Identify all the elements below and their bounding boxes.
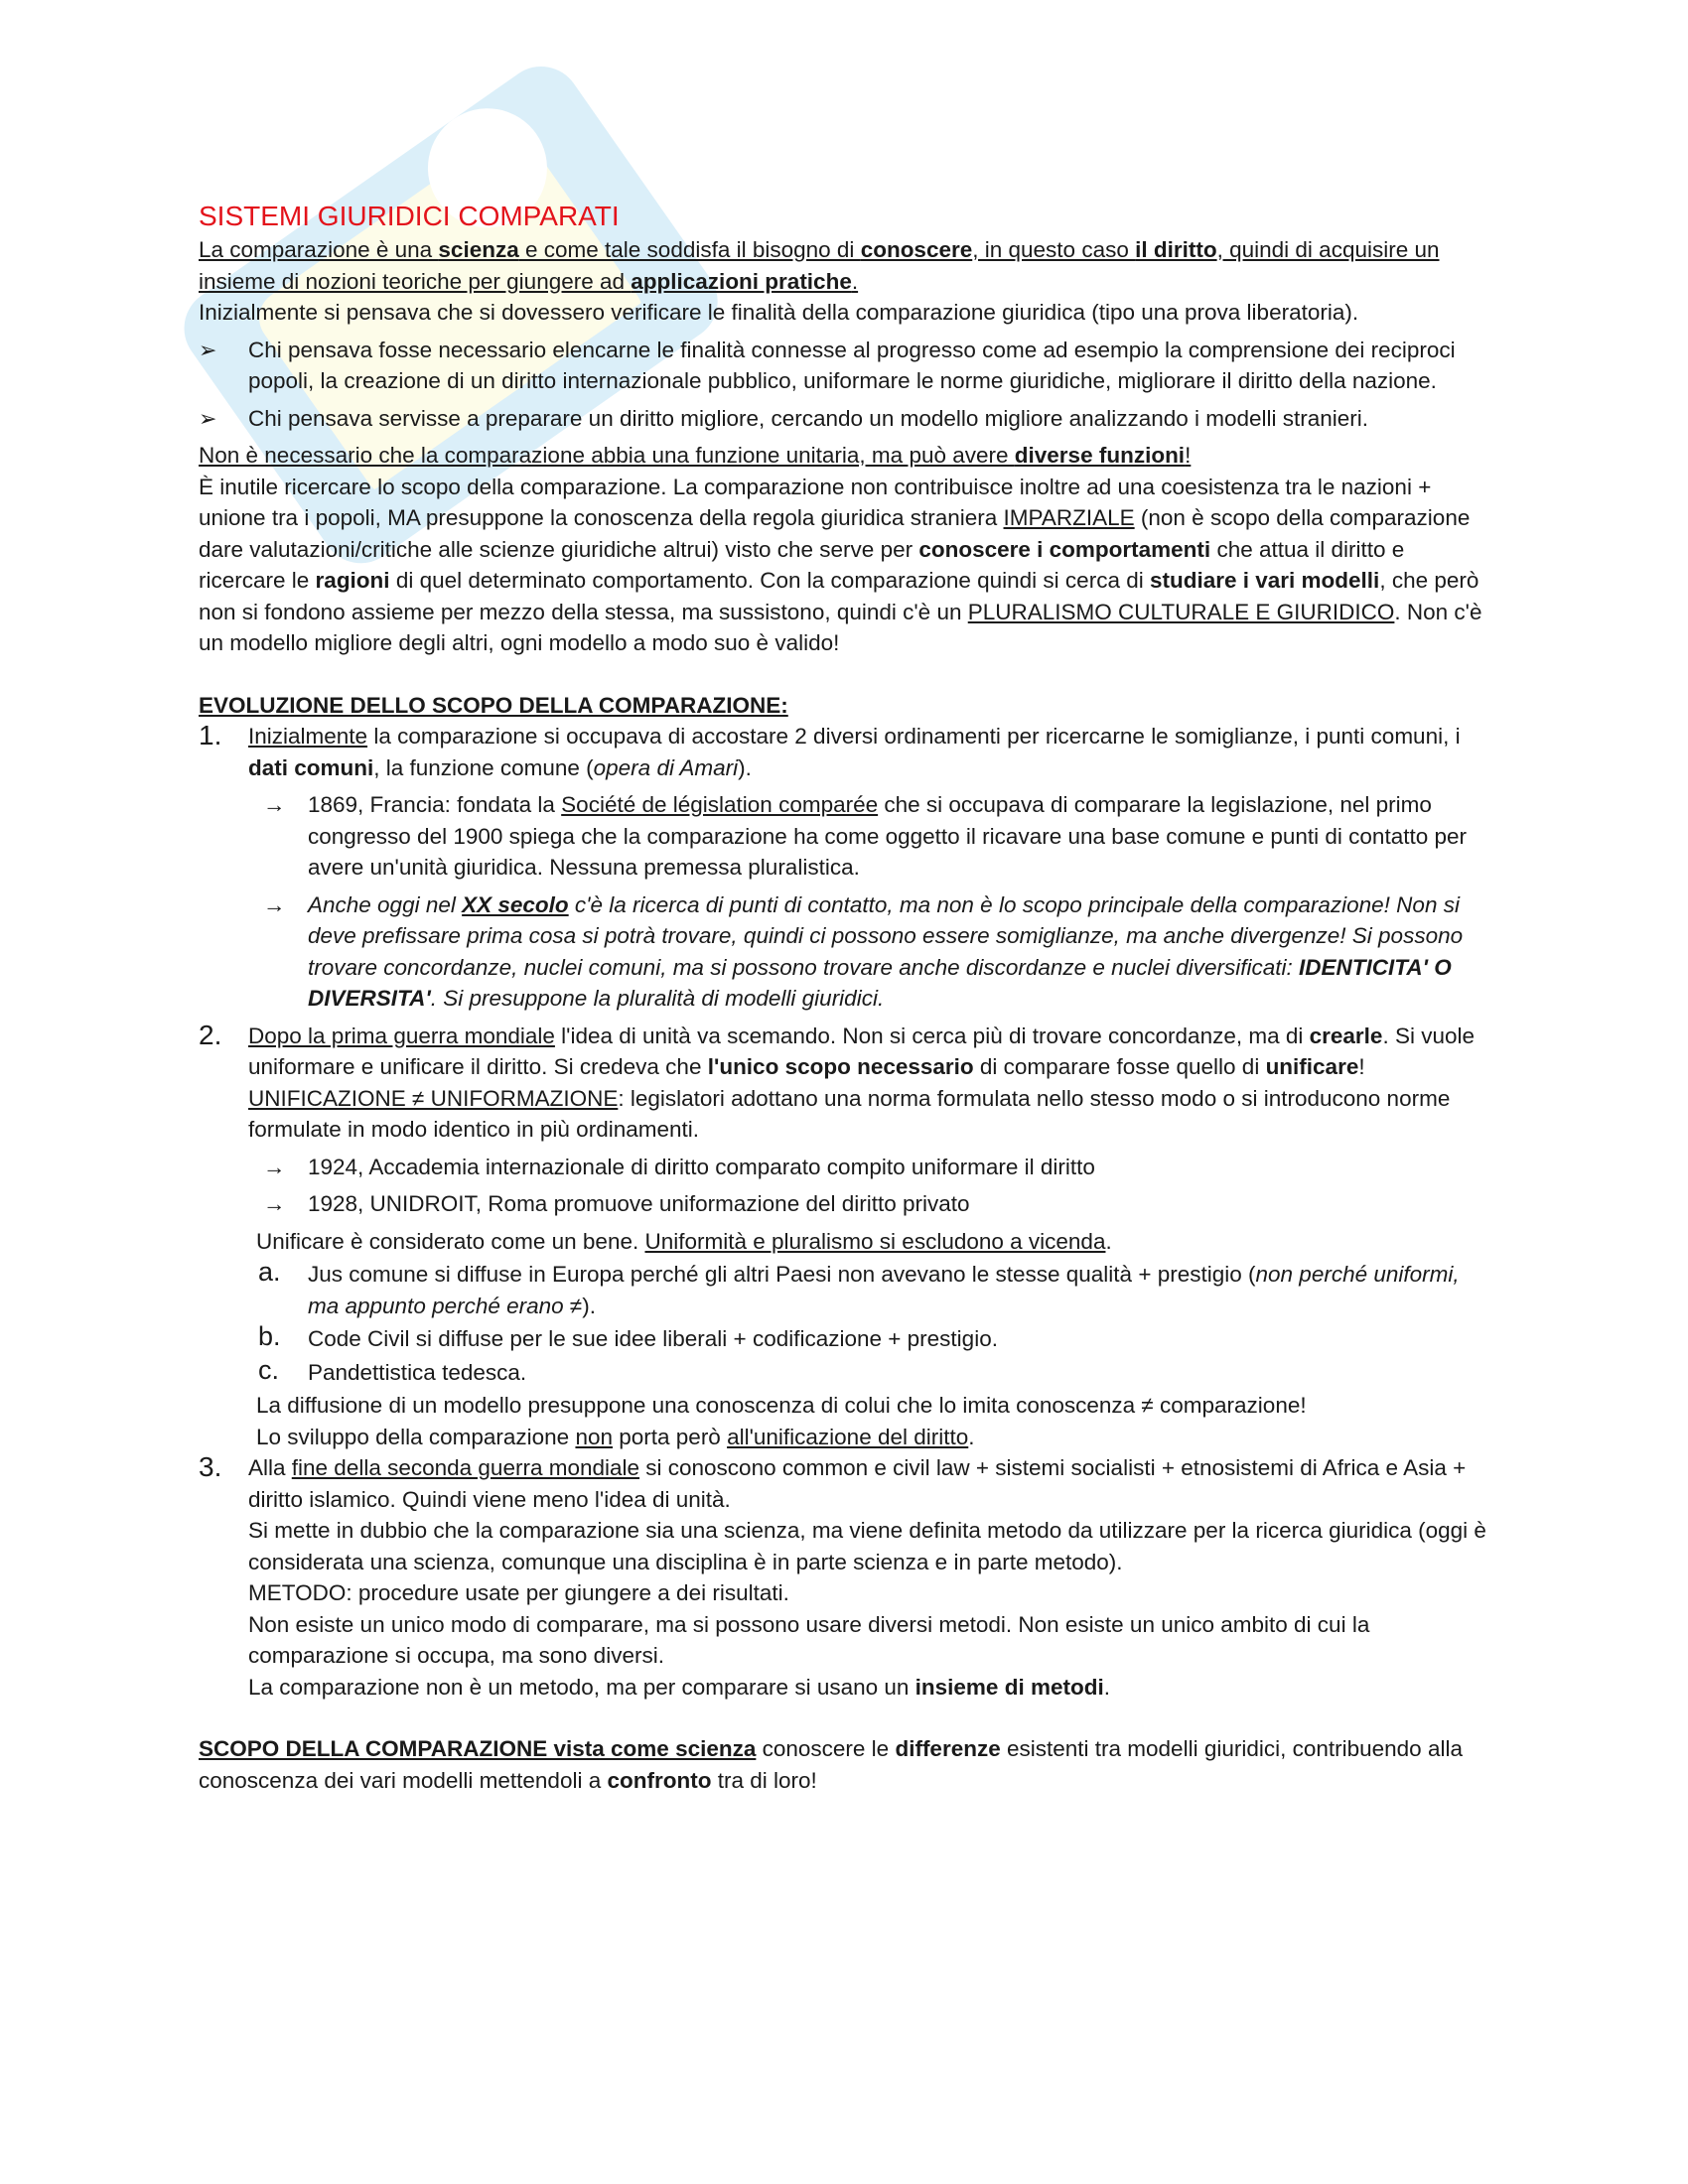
intro-paragraph: La comparazione è una scienza e come tale soddisfa il bisogno di conoscere, in questo caso il diritto, quindi di acquisire un insieme di nozioni teoriche per giungere ad applicazioni pratiche.: [199, 237, 1440, 294]
list-item: b. Code Civil si diffuse per le sue idee liberali + codificazione + prestigio.: [258, 1321, 998, 1351]
section-heading: EVOLUZIONE DELLO SCOPO DELLA COMPARAZIONE:: [199, 692, 788, 718]
list-item: 3. Alla fine della seconda guerra mondiale si conoscono common e civil law + sistemi socialisti + etnosistemi di Africa e Asia + diritto islamico. Quindi viene meno l'idea di unità. Si mette in dubbio che la comparazione sia una scienza, ma viene definita metodo da utilizzare per la ricerca giuridica (oggi è considerata una scienza, comunque una disciplina è in parte scienza e in parte metodo). METODO: procedure usate per giungere a dei risultati. Non esiste un unico modo di comparare, ma si possono usare diversi metodi. Non esiste un unico ambito di cui la comparazione si occupa, ma sono diversi. La comparazione non è un metodo, ma per comparare si usano un insieme di metodi.: [199, 1451, 1486, 1700]
unification-note: Unificare è considerato come un bene. Uniformità e pluralismo si escludono a vicenda.: [256, 1228, 1112, 1254]
list-item: → 1924, Accademia internazionale di diritto comparato compito uniformare il diritto: [199, 1152, 1489, 1183]
intro-paragraph-2: Inizialmente si pensava che si dovessero verificare le finalità della comparazione giuridica (tipo una prova liberatoria).: [199, 300, 1359, 325]
development-note: Lo sviluppo della comparazione non porta però all'unificazione del diritto.: [256, 1424, 975, 1449]
purpose-paragraph: È inutile ricercare lo scopo della comparazione. La comparazione non contribuisce inoltre ad una coesistenza tra le nazioni + unione tra i popoli, MA presuppone la conoscenza della regola giuridica straniera IMPARZIALE (non è scopo della comparazione dare valutazioni/critiche alle scienze giuridiche altrui) visto che serve per conoscere i comportamenti che attua il diritto e ricercare le ragioni di quel determinato comportamento. Con la comparazione quindi si cerca di studiare i vari modelli, che però non si fondono assieme per mezzo della stessa, ma sussistono, quindi c'è un PLURALISMO CULTURALE E GIURIDICO. Non c'è un modello migliore degli altri, ogni modello a modo suo è valido!: [199, 474, 1482, 655]
bullet-arrow-icon: ➢: [199, 405, 217, 431]
scope-paragraph: SCOPO DELLA COMPARAZIONE vista come scienza conoscere le differenze esistenti tra modelli giuridici, contribuendo alla conoscenza dei vari modelli mettendoli a confronto tra di loro!: [199, 1736, 1463, 1793]
list-item: ➢ Chi pensava servisse a preparare un diritto migliore, cercando un modello migliore analizzando i modelli stranieri.: [199, 403, 1489, 435]
arrow-right-icon: →: [263, 1154, 286, 1179]
arrow-right-icon: →: [263, 792, 286, 817]
list-item: c. Pandettistica tedesca.: [258, 1354, 527, 1385]
list-item: → 1869, Francia: fondata la Société de législation comparée che si occupava di comparare la legislazione, nel primo congresso del 1900 spiega che la comparazione ha come oggetto il ricavare una base comune e punti di contatto per avere un'unità giuridica. Nessuna premessa pluralistica.: [199, 789, 1489, 884]
functions-paragraph: Non è necessario che la comparazione abbia una funzione unitaria, ma può avere diverse funzioni!: [199, 443, 1192, 468]
list-item: → Anche oggi nel XX secolo c'è la ricerca di punti di contatto, ma non è lo scopo principale della comparazione! Non si deve prefissare prima cosa si potrà trovare, quindi ci possono essere somiglianze, ma anche divergenze! Si possono trovare concordanze, nuclei comuni, ma si possono trovare anche discordanze e nuclei diversificati: IDENTICITA' O DIVERSITA'. Si presuppone la pluralità di modelli giuridici.: [199, 889, 1489, 1015]
list-item: 1. Inizialmente la comparazione si occupava di accostare 2 diversi ordinamenti per ricercarne le somiglianze, i punti comuni, i dati comuni, la funzione comune (opera di Amari).: [199, 720, 1461, 780]
document-page: [199, 199, 1489, 1796]
list-item: a. Jus comune si diffuse in Europa perché gli altri Paesi non avevano le stesse qualità + prestigio (non perché uniformi, ma appunto perché erano ≠).: [258, 1257, 1460, 1318]
bullet-arrow-icon: ➢: [199, 337, 217, 362]
list-item: ➢ Chi pensava fosse necessario elencarne le finalità connesse al progresso come ad esempio la comprensione dei reciproci popoli, la creazione di un diritto internazionale pubblico, uniformare le norme giuridiche, migliorare il diritto della nazione.: [199, 335, 1489, 397]
list-item: 2. Dopo la prima guerra mondiale l'idea di unità va scemando. Non si cerca più di trovare concordanze, ma di crearle. Si vuole uniformare e unificare il diritto. Si credeva che l'unico scopo necessario di comparare fosse quello di unificare! UNIFICAZIONE ≠ UNIFORMAZIONE: legislatori adottano una norma formulata nello stesso modo o si introducono norme formulate in modo identico in più ordinamenti.: [199, 1019, 1476, 1142]
diffusion-note: La diffusione di un modello presuppone una conoscenza di colui che lo imita conoscenza ≠ comparazione!: [256, 1393, 1307, 1418]
list-item: → 1928, UNIDROIT, Roma promuove uniformazione del diritto privato: [199, 1188, 1489, 1220]
page-title: SISTEMI GIURIDICI COMPARATI: [199, 201, 620, 231]
arrow-right-icon: →: [263, 891, 286, 917]
arrow-right-icon: →: [263, 1191, 286, 1216]
